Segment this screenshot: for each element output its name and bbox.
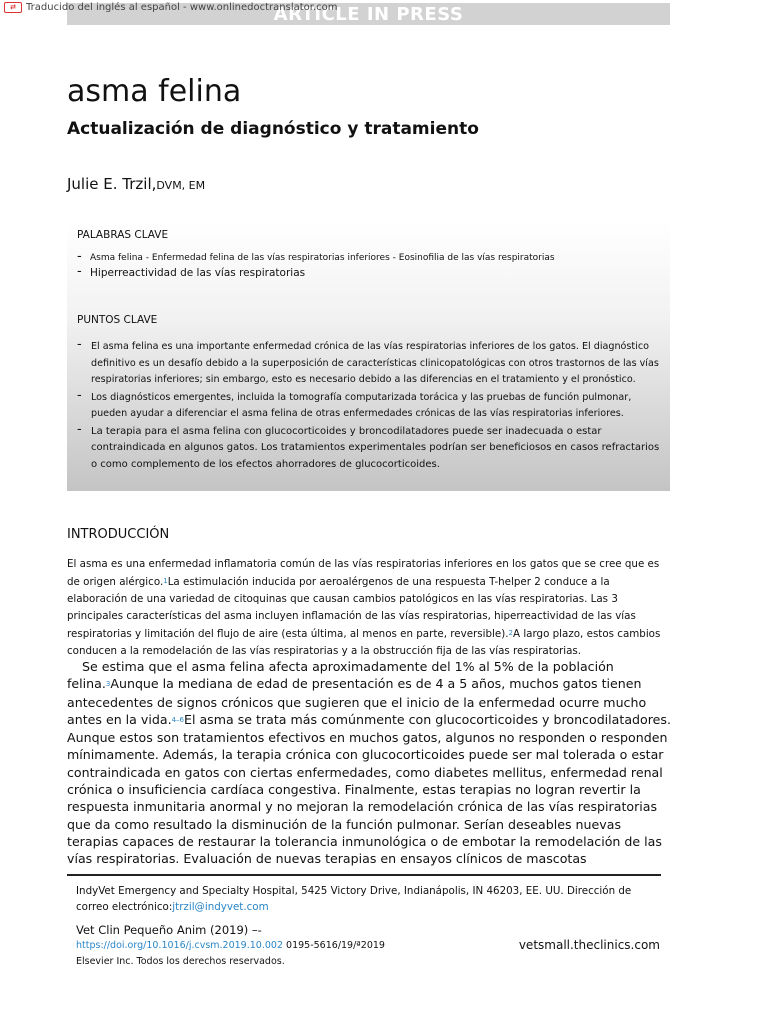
- keywords-keypoints-box: [67, 222, 670, 491]
- translator-banner[interactable]: [4, 0, 338, 14]
- key-point-item: - Los diagnósticos emergentes, incluida la tomografía computarizada torácica y las pruebas de función pulmonar, pueden ayudar a diferenciar el asma felina de otras enfermedades crónicas de las vías respiratorias inferiores.: [77, 390, 660, 423]
- reference-link[interactable]: 1: [163, 577, 168, 585]
- introduction-paragraph-1: [67, 556, 671, 660]
- paragraph-text: Se estima que el asma felina afecta aproximadamente del 1% al 5% de la población felina.: [67, 659, 614, 692]
- key-point-item: - El asma felina es una importante enfermedad crónica de las vías respiratorias inferiores de los gatos. El diagnóstico definitivo es un desafío debido a la superposición de características clinicopatológicas con otros trastornos de las vías respiratorias inferiores; sin embargo, esto es necesario debido a las diferencias en el tratamiento y el pronóstico.: [77, 339, 660, 389]
- reference-link[interactable]: 2: [508, 629, 513, 637]
- author-name: Julie E. Trzil,: [67, 175, 157, 193]
- paragraph-text: El asma es una enfermedad inflamatoria común de las vías respiratorias inferiores en los gatos que se cree que es de origen alérgico.: [67, 558, 660, 588]
- paragraph-text: El asma se trata más comúnmente con glucocorticoides y broncodilatadores. Aunque estos son tratamientos efectivos en muchos gatos, algunos no responden o responden mínimamente. Además, la terapia crónica con glucocorticoides puede ser mal tolerada o estar contraindicada en gatos con ciertas enfermedades, como diabetes mellitus, enfermedad renal crónica o insuficiencia cardíaca congestiva. Finalmente, estas terapias no logran revertir la respuesta inmunitaria anormal y no mejoran la remodelación crónica de las vías respiratorias que da como resultado la disminución de la función pulmonar. Serían deseables nuevas terapias capaces de restaurar la tolerancia inmunológica o de embotar la remodelación de las vías respiratorias. Evaluación de nuevas terapias en ensayos clínicos de mascotas: [67, 711, 671, 867]
- footer-divider: [67, 874, 661, 876]
- reference-link[interactable]: 3: [105, 680, 111, 689]
- doi-line: [76, 940, 385, 951]
- keyword-item: - Hiperreactividad de las vías respiratorias: [77, 266, 660, 281]
- paragraph-text: Aunque la mediana de edad de presentación es de 4 a 5 años, muchos gatos tienen antecedentes de signos crónicos que sugieren que el inicio de la enfermedad ocurre mucho antes en la vida.: [67, 676, 647, 727]
- issn-text: 0195-5616/19/ª2019: [286, 940, 385, 951]
- journal-website[interactable]: vetsmall.theclinics.com: [518, 938, 660, 952]
- article-title: asma felina: [67, 74, 242, 109]
- paragraph-text: A largo plazo, estos cambios conducen a la remodelación de las vías respiratorias y a la obstrucción fija de las vías respiratorias.: [67, 628, 661, 657]
- keywords-list: [77, 251, 660, 281]
- doi-link[interactable]: https://doi.org/10.1016/j.cvsm.2019.10.002: [76, 940, 283, 951]
- affiliation-text: IndyVet Emergency and Specialty Hospital, 5425 Victory Drive, Indianápolis, IN 46203, EE. UU. Dirección de correo electrónico:: [76, 885, 632, 913]
- key-points-list: [77, 339, 660, 474]
- key-point-item: - La terapia para el asma felina con glucocorticoides y broncodilatadores puede ser inadecuada o estar contraindicada en algunos gatos. Los tratamientos experimentales podrían ser beneficiosos en casos refractarios o como complemento de los efectos ahorradores de glucocorticoides.: [77, 424, 660, 474]
- article-subtitle: Actualización de diagnóstico y tratamiento: [67, 119, 479, 139]
- author-affiliation: [76, 883, 666, 915]
- copyright-text: Elsevier Inc. Todos los derechos reservados.: [76, 956, 285, 967]
- keyword-item: - Asma felina - Enfermedad felina de las vías respiratorias inferiores - Eosinofilia de las vías respiratorias: [77, 251, 660, 266]
- author-line: [67, 175, 205, 193]
- translator-link[interactable]: Traducido del inglés al español - www.onlinedoctranslator.com: [26, 1, 338, 13]
- keywords-heading: PALABRAS CLAVE: [77, 229, 169, 241]
- document-translate-icon: ⇄: [4, 2, 22, 13]
- journal-citation: Vet Clin Pequeño Anim (2019) –-: [76, 923, 262, 937]
- author-credentials: DVM, EM: [156, 179, 206, 192]
- author-email-link[interactable]: jtrzil@indyvet.com: [172, 901, 269, 913]
- key-points-heading: PUNTOS CLAVE: [77, 314, 158, 326]
- paragraph-text: La estimulación inducida por aeroalérgenos de una respuesta T-helper 2 conduce a la elaboración de una variedad de citoquinas que causan cambios patológicos en las vías respiratorias. Las 3 principales características del asma incluyen inflamación de las vías respiratorias, hiperreactividad de las vías respiratorias y limitación del flujo de aire (esta última, al menos en parte, reversible).: [67, 576, 636, 640]
- article-in-press-label: ARTICLE IN PRESS: [273, 4, 464, 25]
- reference-link[interactable]: 4–6: [171, 715, 184, 724]
- introduction-paragraph-2: [67, 658, 673, 868]
- introduction-heading: INTRODUCCIÓN: [67, 527, 170, 542]
